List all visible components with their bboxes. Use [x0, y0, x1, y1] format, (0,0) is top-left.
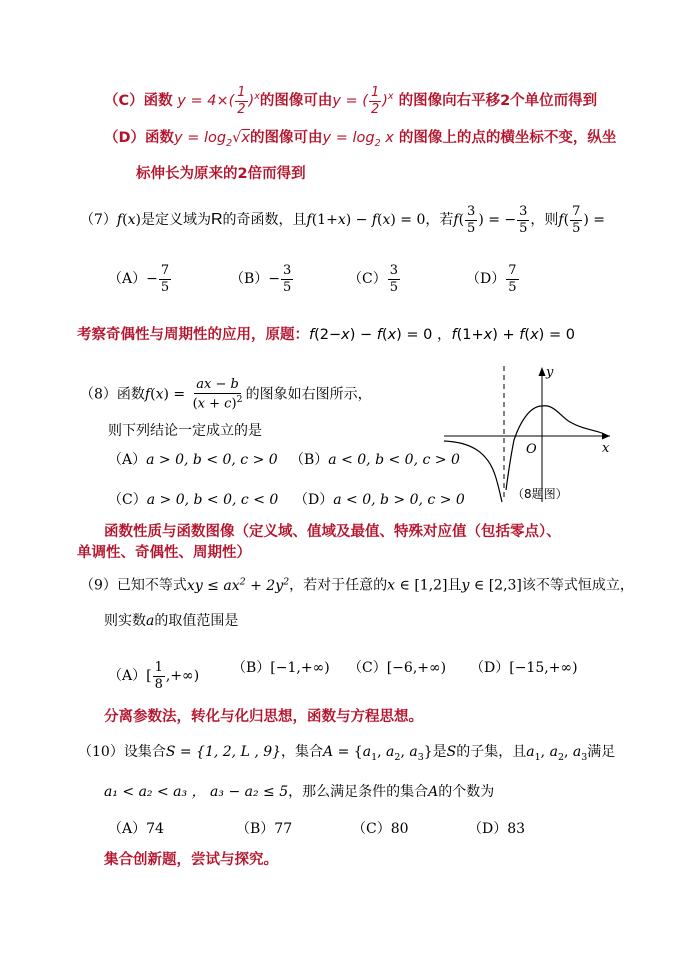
math-expr: f: [116, 212, 123, 229]
math-expr: f: [306, 212, 312, 229]
text-seg: 的图象如右图所示，: [245, 386, 372, 403]
y-label: y: [546, 365, 554, 380]
text-seg: 的图像可由: [259, 93, 333, 110]
q8-graph: [438, 360, 618, 505]
text-seg: ，则: [530, 212, 559, 229]
math-expr: $y = \log_2 x$: [322, 130, 394, 149]
q7-option-d[interactable]: （D） $\frac{7}{5}$: [466, 263, 517, 295]
question-number: （8）函数: [80, 386, 145, 403]
option-d-continuation: 标伸长为原来的2倍而得到: [136, 166, 306, 182]
math-expr: y = ( $\frac{1}{2}$ )$^x$: [332, 85, 394, 117]
q7-option-c[interactable]: （C） $\frac{3}{5}$: [348, 263, 398, 295]
x-label: x: [602, 441, 610, 456]
text-seg: 是定义域为: [140, 212, 211, 229]
question-10: （10）设集合S = {1, 2, L , 9}，集合$A = \{a_1$, $a_2$, $a_3$}是S的子集，且$a_1$, $a_2$, $a_3$满足: [78, 744, 616, 763]
q9-option-d[interactable]: （D）[−15,+∞): [470, 660, 578, 676]
option-d-label: （D）函数: [104, 130, 175, 146]
q9-option-b[interactable]: （B）[−1,+∞): [232, 660, 330, 676]
text-seg: ，若: [425, 212, 454, 229]
math-expr: xy ≤ $ax^2 + 2y^2$: [186, 576, 290, 594]
q8-option-c[interactable]: （C）a > 0, b < 0, c < 0: [108, 492, 279, 508]
q7-comment: 考察奇偶性与周期性的应用，原题：f(2−x) − f(x) = 0 ，f(1+x) + f(x) = 0: [77, 327, 575, 343]
q10-option-c[interactable]: （C）80: [352, 821, 409, 837]
y-axis-arrow: [539, 367, 546, 376]
option-c-label: （C）函数: [104, 93, 173, 110]
q9-option-c[interactable]: （C）[−6,+∞): [348, 660, 447, 676]
reals-symbol: R: [210, 211, 223, 229]
q10-option-a[interactable]: （A）74: [108, 821, 164, 837]
graph-caption: （8题图）: [512, 487, 568, 501]
math-expr: y = 4×( $\frac{1}{2}$ )$^x$: [172, 85, 260, 117]
question-number: （10）设集合: [78, 744, 166, 760]
q8-comment-line2: 单调性、奇偶性、周期性）: [77, 545, 251, 561]
option-c-line: [104, 86, 597, 116]
q8-option-a[interactable]: （A）a > 0, b < 0, c > 0: [108, 452, 278, 468]
text-seg: 的奇函数，且: [222, 212, 307, 229]
question-8: （8）函数f(x) = $\frac{ax - b}{(x + c)^2}$ 的图象如右图所示，: [80, 377, 372, 411]
q10-option-b[interactable]: （B）77: [236, 821, 293, 837]
option-d-line: [104, 131, 616, 148]
q8-option-d[interactable]: （D）a < 0, b > 0, c > 0: [294, 492, 465, 508]
q7-option-b[interactable]: （B）− $\frac{3}{5}$: [230, 263, 292, 295]
math-expr: f: [309, 327, 315, 343]
curve-right-branch: [506, 406, 604, 490]
question-10-cond: a₁ < a₂ < a₃ ， a₃ − a₂ ≤ 5，那么满足条件的集合A的个数为: [104, 784, 495, 800]
q7-option-a[interactable]: （A）− $\frac{7}{5}$: [108, 263, 170, 295]
question-number: （9）已知不等式: [80, 577, 187, 594]
origin-label: O: [526, 442, 537, 457]
text-seg: 的图像向右平移2个单位而得到: [393, 93, 598, 110]
text-seg: 的图像上的点的横坐标不变，纵坐: [393, 130, 617, 146]
q8-option-b[interactable]: （B）a < 0, b < 0, c > 0: [290, 452, 460, 468]
text-seg: 的图像可由: [250, 130, 323, 146]
question-8-prompt: 则下列结论一定成立的是: [108, 423, 262, 439]
q10-option-d[interactable]: （D）83: [468, 821, 526, 837]
q9-option-a[interactable]: （A）[ $\frac{1}{8}$ ,+∞): [108, 660, 200, 692]
question-7: （7）f(x)是定义域为R的奇函数，且f(1+x) − f(x) = 0，若f( $\frac{3}{5}$ ) = − $\frac{3}{5}$ ，则f( $\frac{7}{5}$ ) =: [80, 204, 606, 236]
question-number: （7）: [80, 212, 117, 229]
math-expr: f: [144, 386, 151, 403]
math-expr: $y = \log_2√x$: [174, 130, 250, 149]
q10-comment: 集合创新题，尝试与探究。: [104, 852, 278, 868]
q8-comment-line1: 函数性质与函数图像（定义域、值域及最值、特殊对应值（包括零点）、: [104, 524, 561, 540]
curve-left-branch: [444, 441, 502, 502]
q9-comment: 分离参数法，转化与化归思想，函数与方程思想。: [104, 709, 423, 725]
question-9: （9）已知不等式xy ≤ $ax^2 + 2y^2$，若对于任意的x ∈ [1,2]且y ∈ [2,3]该不等式恒成立，: [80, 576, 634, 594]
question-9-prompt: 则实数a的取值范围是: [104, 613, 239, 629]
